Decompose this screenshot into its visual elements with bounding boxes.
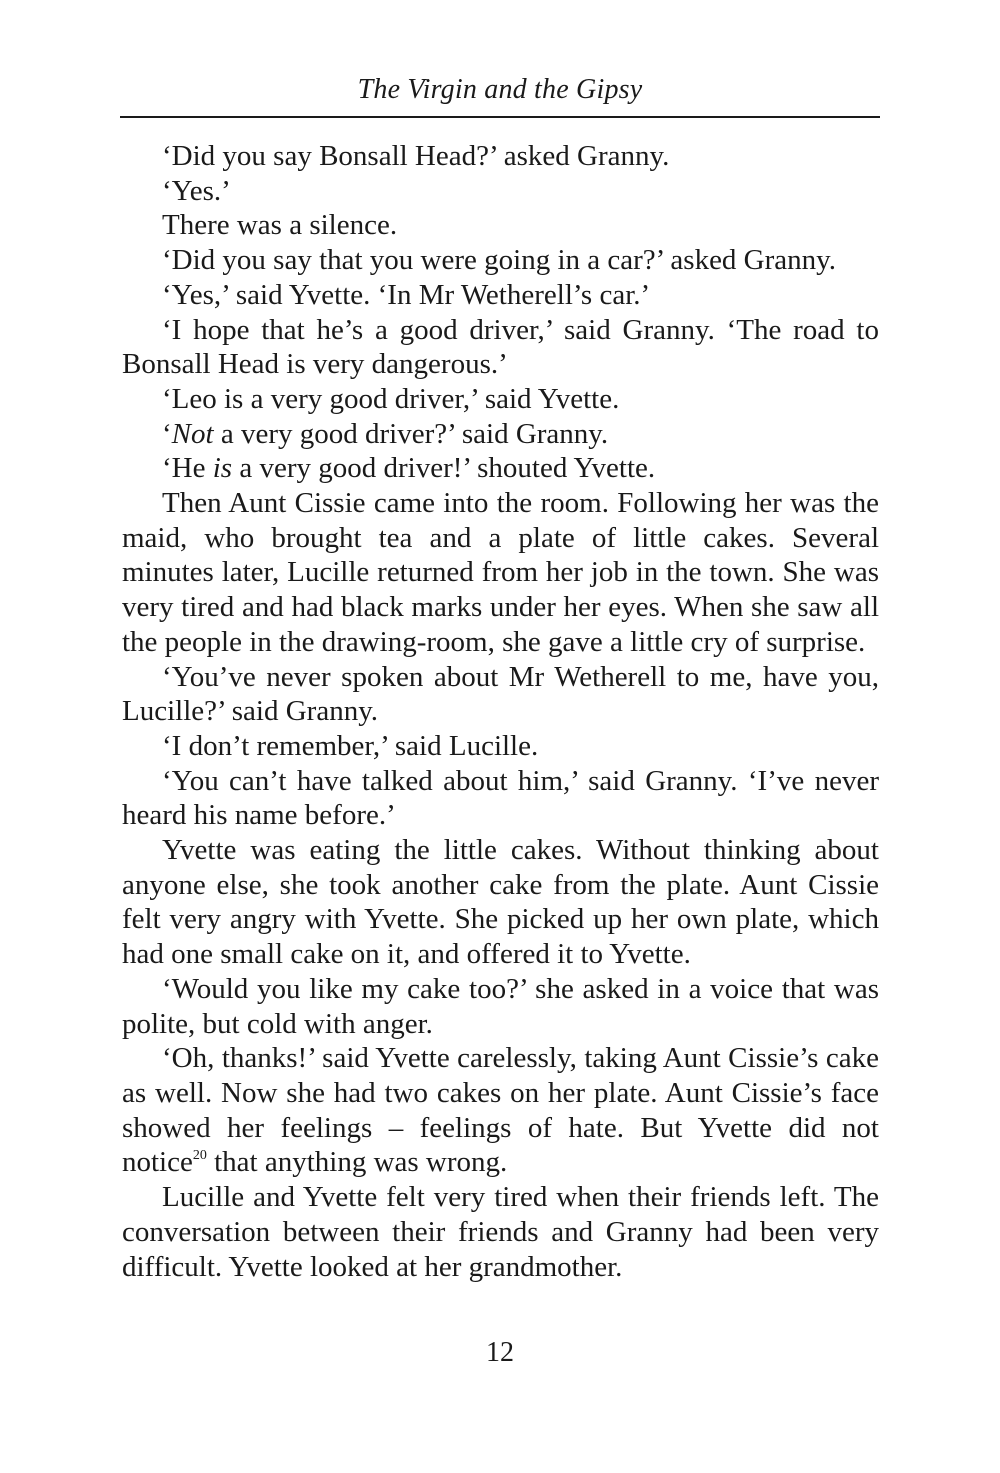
paragraph: ‘Would you like my cake too?’ she asked in a voice that was polite, but cold with anger. bbox=[122, 972, 879, 1040]
body-text bbox=[122, 139, 879, 1284]
paragraph: ‘I don’t remember,’ said Lucille. bbox=[162, 729, 539, 762]
paragraph: There was a silence. bbox=[162, 209, 398, 242]
emphasis-text: is bbox=[212, 452, 233, 485]
paragraph: ‘I hope that he’s a good driver,’ said Granny. ‘The road to Bonsall Head is very dangerous.’ bbox=[122, 313, 879, 381]
paragraph bbox=[122, 1041, 879, 1180]
header-rule bbox=[120, 116, 880, 118]
running-head-title: The Virgin and the Gipsy bbox=[357, 74, 643, 105]
footnote-marker: 20 bbox=[192, 1148, 207, 1164]
text-span: ‘ bbox=[162, 417, 172, 450]
paragraph bbox=[122, 417, 879, 452]
paragraph: ‘Yes,’ said Yvette. ‘In Mr Wetherell’s car.’ bbox=[162, 278, 651, 311]
paragraph: Yvette was eating the little cakes. Without thinking about anyone else, she took another cake from the plate. Aunt Cissie felt very angry with Yvette. She picked up her own plate, which had one small cake on it, and offered it to Yvette. bbox=[122, 834, 879, 971]
paragraph: Lucille and Yvette felt very tired when their friends left. The conversation between their friends and Granny had been very difficult. Yvette looked at her grandmother. bbox=[122, 1181, 879, 1283]
emphasis-text: Not bbox=[171, 417, 214, 450]
paragraph: ‘You’ve never spoken about Mr Wetherell to me, have you, Lucille?’ said Granny. bbox=[122, 660, 879, 728]
paragraph: ‘Yes.’ bbox=[162, 174, 231, 207]
paragraph bbox=[122, 451, 879, 486]
text-span: that anything was wrong. bbox=[206, 1146, 508, 1179]
paragraph: ‘Did you say Bonsall Head?’ asked Granny. bbox=[162, 140, 670, 172]
page-number: 12 bbox=[486, 1337, 514, 1368]
text-span: ‘He bbox=[162, 452, 213, 485]
text-span: ‘Oh, thanks!’ said Yvette carelessly, taking Aunt Cissie’s cake as well. Now she had two cakes on her plate. Aunt Cissie’s face showed her feelings – feelings of hate. But Yvette did not notice bbox=[122, 1042, 879, 1179]
paragraph: ‘You can’t have talked about him,’ said Granny. ‘I’ve never heard his name before.’ bbox=[122, 764, 879, 832]
text-span: a very good driver!’ shouted Yvette. bbox=[232, 452, 656, 485]
paragraph: ‘Did you say that you were going in a car?’ asked Granny. bbox=[162, 244, 837, 277]
paragraph: ‘Leo is a very good driver,’ said Yvette. bbox=[162, 382, 620, 415]
text-span: a very good driver?’ said Granny. bbox=[213, 417, 609, 450]
paragraph: Then Aunt Cissie came into the room. Following her was the maid, who brought tea and a plate of little cakes. Several minutes later, Lucille returned from her job in the town. She was very tired and had black marks under her eyes. When she saw all the people in the drawing-room, she gave a little cry of surprise. bbox=[122, 487, 879, 658]
